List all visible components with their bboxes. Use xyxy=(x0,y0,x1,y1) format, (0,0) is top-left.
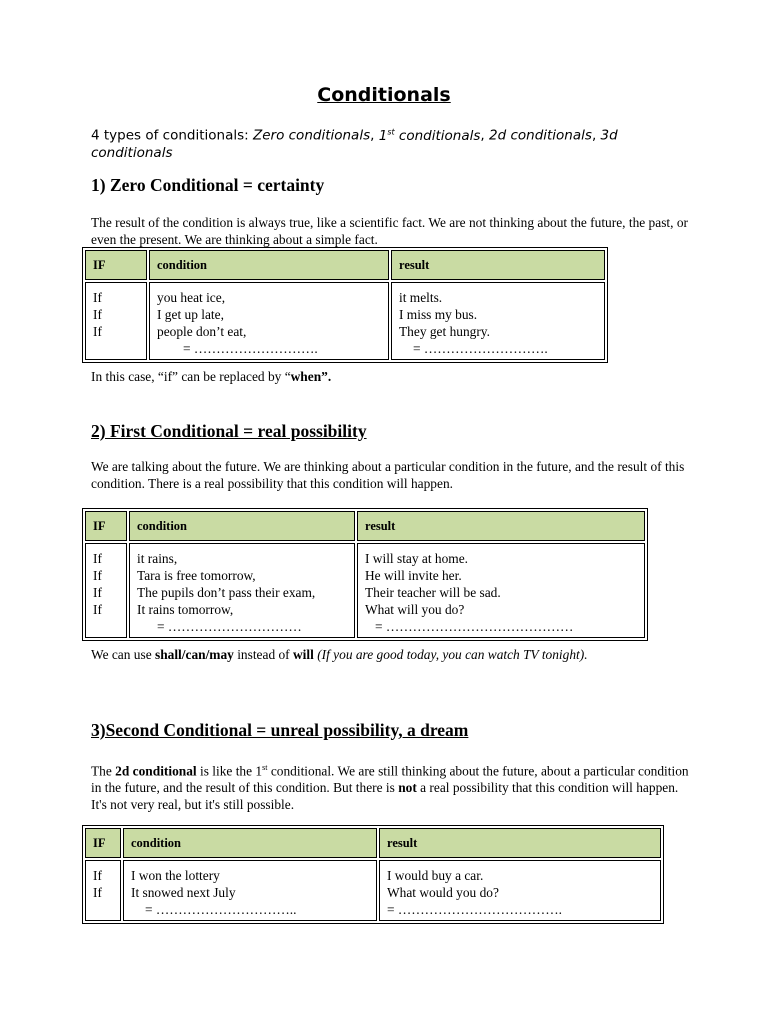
header-result: result xyxy=(391,250,605,280)
first-table xyxy=(82,508,648,641)
second-heading: 3)Second Conditional = unreal possibility, a dream xyxy=(91,720,469,740)
intro-line: 4 types of conditionals: Zero conditionals, 1st conditionals, 2d conditionals, 3d conditionals xyxy=(91,127,618,161)
header-if: IF xyxy=(85,511,127,541)
table-row xyxy=(85,282,605,360)
blank-line: = ………………………. xyxy=(183,341,318,356)
zero-heading: 1) Zero Conditional = certainty xyxy=(91,175,325,195)
second-paragraph: The 2d conditional is like the 1st conditional. We are still thinking about the future, about a particular condition in the future, and the result of this condition. But there is not a real possibility that this condition will happen. It's not very real, but it's still possible. xyxy=(91,763,689,813)
table-header-row xyxy=(85,828,661,858)
type-first: 1st conditionals xyxy=(378,127,481,144)
if-cell: If If If If xyxy=(85,543,127,638)
result-cell: I will stay at home. He will invite her. Their teacher will be sad. What will you do? = …………………………………… xyxy=(357,543,645,638)
type-zero: Zero conditionals xyxy=(252,127,371,144)
header-condition: condition xyxy=(129,511,355,541)
zero-paragraph: The result of the condition is always true, like a scientific fact. We are not thinking about the future, the past, or even the present. We are thinking about a simple fact. xyxy=(91,215,688,247)
result-cell: I would buy a car. What would you do? = ………………………………. xyxy=(379,860,661,921)
header-result: result xyxy=(357,511,645,541)
type-third: 3d conditionals xyxy=(91,127,618,161)
header-if: IF xyxy=(85,828,121,858)
blank-line: = ………………………….. xyxy=(145,902,297,917)
table-row xyxy=(85,543,645,638)
header-if: IF xyxy=(85,250,147,280)
zero-note: In this case, “if” can be replaced by “when”. xyxy=(91,369,332,384)
first-heading: 2) First Conditional = real possibility xyxy=(91,421,367,441)
first-paragraph: We are talking about the future. We are thinking about a particular condition in the future, and the result of this condition. There is a real possibility that this condition will happen. xyxy=(91,459,685,491)
blank-line: = ………………………………. xyxy=(387,902,562,917)
table-header-row xyxy=(85,511,645,541)
intro-lead: 4 types of conditionals: xyxy=(91,127,253,144)
header-condition: condition xyxy=(149,250,389,280)
header-result: result xyxy=(379,828,661,858)
blank-line: = …………………………………… xyxy=(375,619,574,634)
table-header-row xyxy=(85,250,605,280)
result-cell: it melts. I miss my bus. They get hungry. = ………………………. xyxy=(391,282,605,360)
type-second: 2d conditionals xyxy=(489,127,592,144)
zero-table xyxy=(82,247,608,363)
second-table xyxy=(82,825,664,924)
condition-cell: I won the lottery It snowed next July = ………………………….. xyxy=(123,860,377,921)
if-cell: If If If xyxy=(85,282,147,360)
blank-line: = ………………………… xyxy=(157,619,302,634)
first-note: We can use shall/can/may instead of will (If you are good today, you can watch TV tonight). xyxy=(91,647,588,662)
page-title: Conditionals xyxy=(317,84,451,106)
blank-line: = ………………………. xyxy=(413,341,548,356)
condition-cell: you heat ice, I get up late, people don’t eat, = ………………………. xyxy=(149,282,389,360)
header-condition: condition xyxy=(123,828,377,858)
if-cell: If If xyxy=(85,860,121,921)
condition-cell: it rains, Tara is free tomorrow, The pupils don’t pass their exam, It rains tomorrow, = ………………………… xyxy=(129,543,355,638)
table-row xyxy=(85,860,661,921)
